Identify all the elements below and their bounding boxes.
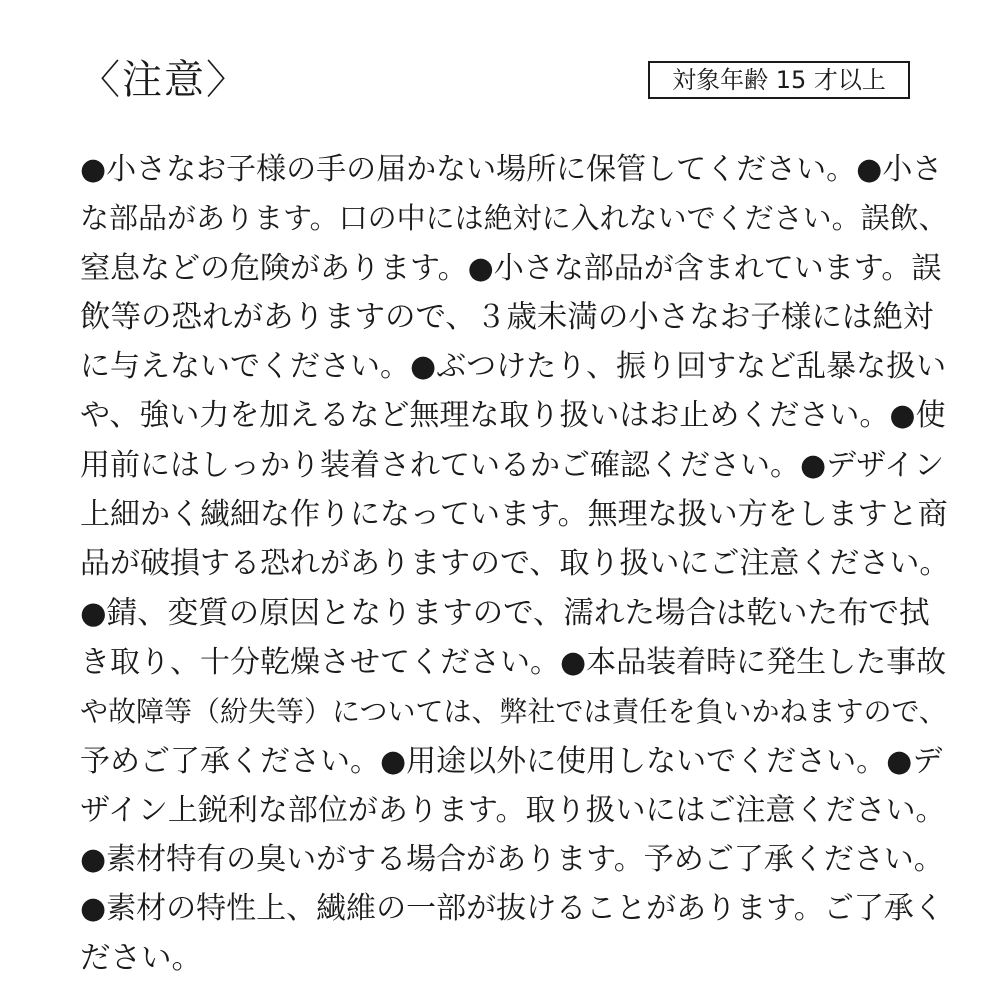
notice-line: や、強い力を加えるなど無理な取り扱いはお止めください。●使 xyxy=(80,398,946,434)
notice-line: ザイン上鋭利な部位があります。取り扱いにはご注意ください。 xyxy=(80,792,946,828)
notice-line: な部品があります。口の中には絶対に入れないでください。誤飲、 xyxy=(80,201,948,236)
notice-line: ●錆、変質の原因となりますので、濡れた場合は乾いた布で拭 xyxy=(80,595,930,631)
notice-line: 予めご了承ください。●用途以外に使用しないでください。●デ xyxy=(80,743,943,779)
notice-line: 窒息などの危険があります。●小さな部品が含まれています。誤 xyxy=(80,250,942,286)
notice-line: 品が破損する恐れがありますので、取り扱いにご注意ください。 xyxy=(80,546,950,582)
notice-line: 用前にはしっかり装着されているかご確認ください。●デザイン xyxy=(80,447,945,483)
notice-line: き取り、十分乾燥させてください。●本品装着時に発生した事故 xyxy=(80,644,947,680)
notice-line: ●素材特有の臭いがする場合があります。予めご了承ください。 xyxy=(80,842,944,878)
notice-line: ●素材の特性上、繊維の一部が抜けることがあります。ご了承く xyxy=(80,891,944,927)
notice-line: ださい。 xyxy=(80,940,202,976)
notice-heading: 〈注意〉 xyxy=(80,57,248,103)
notice-line: に与えないでください。●ぶつけたり、振り回すなど乱暴な扱い xyxy=(80,349,947,385)
age-rating-badge: 対象年齢 15 才以上 xyxy=(648,61,910,99)
notice-line: 飲等の恐れがありますので、３歳未満の小さなお子様には絶対 xyxy=(80,299,934,335)
notice-line: ●小さなお子様の手の届かない場所に保管してください。●小さ xyxy=(80,152,943,187)
notice-body xyxy=(80,145,950,983)
notice-line: 上細かく繊細な作りになっています。無理な扱い方をしますと商 xyxy=(80,497,948,533)
notice-line: や故障等（紛失等）については、弊社では責任を負いかねますので、 xyxy=(80,695,947,729)
